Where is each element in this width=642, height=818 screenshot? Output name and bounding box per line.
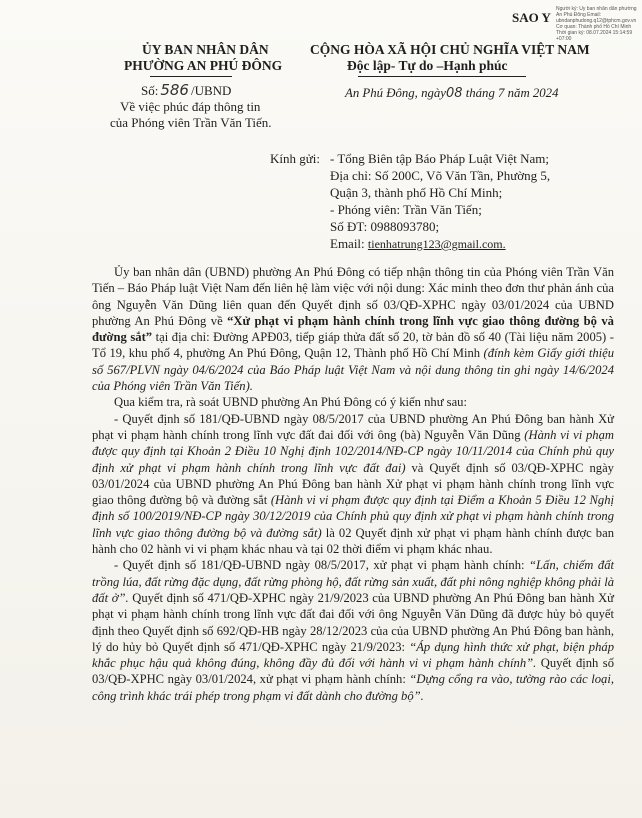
recipient-line-5: Số ĐT: 0988093780; bbox=[330, 219, 440, 234]
letter-body bbox=[92, 264, 614, 704]
point1-text-a: - Quyết định số 181/QĐ-UBND ngày 08/5/2017 của UBND phường An Phú Đông ban hành Xử phạt vi phạm hành chính trong lĩnh vực đất đai đối với ông (bà) Nguyễn Văn Dũng bbox=[92, 411, 614, 442]
number-prefix: Số: bbox=[141, 83, 159, 98]
date-day-handwritten: 08 bbox=[445, 86, 463, 101]
email-link[interactable]: tienhatrung123@gmail.com. bbox=[367, 237, 506, 251]
point1-text-e: là 02 Quyết định xử phạt vi phạm hành chính được ban hành cho 02 hành vi vi phạm khác nhau và tại 02 thời điểm vi phạm khác nhau. bbox=[92, 525, 614, 557]
point2-text-e: Quyết định số 03/QĐ-XPHC ngày 03/01/2024, xử phạt vi phạm hành chính: bbox=[92, 656, 614, 687]
subject-line2: của Phóng viên Trần Văn Tiến. bbox=[110, 115, 272, 130]
recipient-line-2: Địa chỉ: Số 200C, Võ Văn Tần, Phường 5, bbox=[330, 168, 551, 183]
copy-mark: SAO Y bbox=[512, 10, 551, 25]
paragraph-intro bbox=[92, 264, 614, 394]
recipient-email-line bbox=[330, 236, 506, 252]
number-suffix: /UBND bbox=[190, 83, 232, 98]
subject-line1: Về việc phúc đáp thông tin bbox=[120, 99, 261, 114]
point1-text-c: và Quyết định số 03/QĐ-XPHC ngày 03/01/2024 của UBND phường An Phú Đông ban hành Xử phạt vi phạm hành chính trong lĩnh vực giao thông đường bộ và đường sắt bbox=[92, 460, 614, 508]
point1-text-italic-b: (Hành vi vi phạm được quy định tại Khoản 2 Điều 10 Nghị định 102/2014/NĐ-CP ngày 10/11/2014 của Chính phủ quy định xử phạt vi phạm hành chính trong lĩnh vực đất đai) bbox=[92, 427, 614, 475]
intro-text-bold: “Xử phạt vi phạm hành chính trong lĩnh vực giao thông đường bộ và đường sắt” bbox=[92, 313, 614, 345]
point2-text-c: Quyết định số 471/QĐ-XPHC ngày 21/9/2023 của UBND phường An Phú Đông ban hành Xử phạt vi phạm hành chính trong lĩnh vực đất đai đối với ông Nguyễn Văn Dũng đã được hủy bỏ quyết định theo Quyết định số 692/QĐ-HB ngày 28/12/2023 của của UBND phường An Phú Đông ban hành, lý do hủy bỏ Quyết định số 471/QĐ-XPHC ngày 21/9/2023: bbox=[92, 590, 614, 654]
org-name-line1: ỦY BAN NHÂN DÂN bbox=[142, 42, 269, 57]
intro-text-a: Ủy ban nhân dân (UBND) phường An Phú Đông có tiếp nhận thông tin của Phóng viên Trần Văn Tiến – Báo Pháp luật Việt Nam đến liên hệ làm việc với nội dung: Xác minh theo đơn thư phản ánh của ông Nguyễn Văn Dũng liên quan đến Quyết định số 03/QĐ-XPHC ngày 03/01/2024 của UBND phường An Phú Đông về bbox=[92, 265, 614, 328]
intro-text-italic: (đính kèm Giấy giới thiệu số 567/PLVN ngày 04/6/2024 của Báo Pháp luật Việt Nam và nội dung thông tin ghi ngày 14/6/2024 của Phóng viên Trần Văn Tiến). bbox=[92, 346, 614, 394]
date-prefix: An Phú Đông, ngày bbox=[345, 86, 446, 100]
recipients-label: Kính gửi: bbox=[270, 151, 321, 166]
paragraph-point-1 bbox=[92, 411, 614, 558]
national-motto: Độc lập- Tự do –Hạnh phúc bbox=[347, 58, 508, 73]
date-suffix: tháng 7 năm 2024 bbox=[465, 86, 559, 100]
point2-text-italic-f: “Dựng cổng ra vào, tường rào các loại, công trình khác trái phép trong phạm vi đất dành cho đường bộ”. bbox=[92, 672, 614, 703]
intro-text-c: tại địa chỉ: Đường APĐ03, tiếp giáp thửa đất số 20, tờ bản đồ số 40 (Tài liệu năm 2005) - Tổ 19, khu phố 4, phường An Phú Đông, Quận 12, Thành phố Hồ Chí Minh bbox=[92, 330, 614, 361]
point1-text-italic-d: (Hành vi vi phạm được quy định tại Điểm a Khoản 5 Điều 12 Nghị định số 100/2019/NĐ-CP ngày 30/12/2019 của Chính phủ quy định xử phạt vi phạm hành chính trong lĩnh vực giao thông đường bộ và đường sắt) bbox=[92, 493, 614, 540]
paragraph-point-2 bbox=[92, 557, 614, 704]
point2-text-italic-b: “Lấn, chiếm đất trồng lúa, đất rừng đặc dụng, đất rừng phòng hộ, đất rừng sản xuất, đất phi nông nghiệp không phải là đất ở”. bbox=[92, 558, 614, 605]
nation-title: CỘNG HÒA XÃ HỘI CHỦ NGHĨA VIỆT NAM bbox=[310, 42, 590, 57]
recipient-line-1: - Tổng Biên tập Báo Pháp Luật Việt Nam; bbox=[330, 151, 549, 166]
digital-signature-stamp: Người ký: Ủy ban nhân dân phường An Phú Đông Email: ubndanphudong.q12@tphcm.gov.vn Cơ quan: Thành phố Hồ Chí Minh Thời gian ký: 08.07.2024 15:14:59 +07:00 bbox=[556, 6, 637, 42]
document-number bbox=[141, 81, 231, 99]
motto-underline bbox=[358, 76, 526, 77]
recipient-line-3: Quận 3, thành phố Hồ Chí Minh; bbox=[330, 185, 503, 200]
paragraph-review: Qua kiểm tra, rà soát UBND phường An Phú Đông có ý kiến như sau: bbox=[114, 395, 467, 410]
number-handwritten: 586 bbox=[160, 81, 189, 99]
org-underline bbox=[150, 76, 232, 77]
issue-date bbox=[345, 86, 558, 101]
recipient-line-4: - Phóng viên: Trần Văn Tiến; bbox=[330, 202, 482, 217]
email-label: Email: bbox=[330, 236, 365, 251]
org-name-line2: PHƯỜNG AN PHÚ ĐÔNG bbox=[124, 58, 283, 73]
point2-text-a: - Quyết định số 181/QĐ-UBND ngày 08/5/2017, xử phạt vi phạm hành chính: bbox=[114, 558, 530, 573]
point2-text-italic-d: “Áp dụng hình thức xử phạt, biện pháp khắc phục hậu quả không đúng, không đầy đủ đối với hành vi vi phạm hành chính”. bbox=[92, 639, 614, 671]
